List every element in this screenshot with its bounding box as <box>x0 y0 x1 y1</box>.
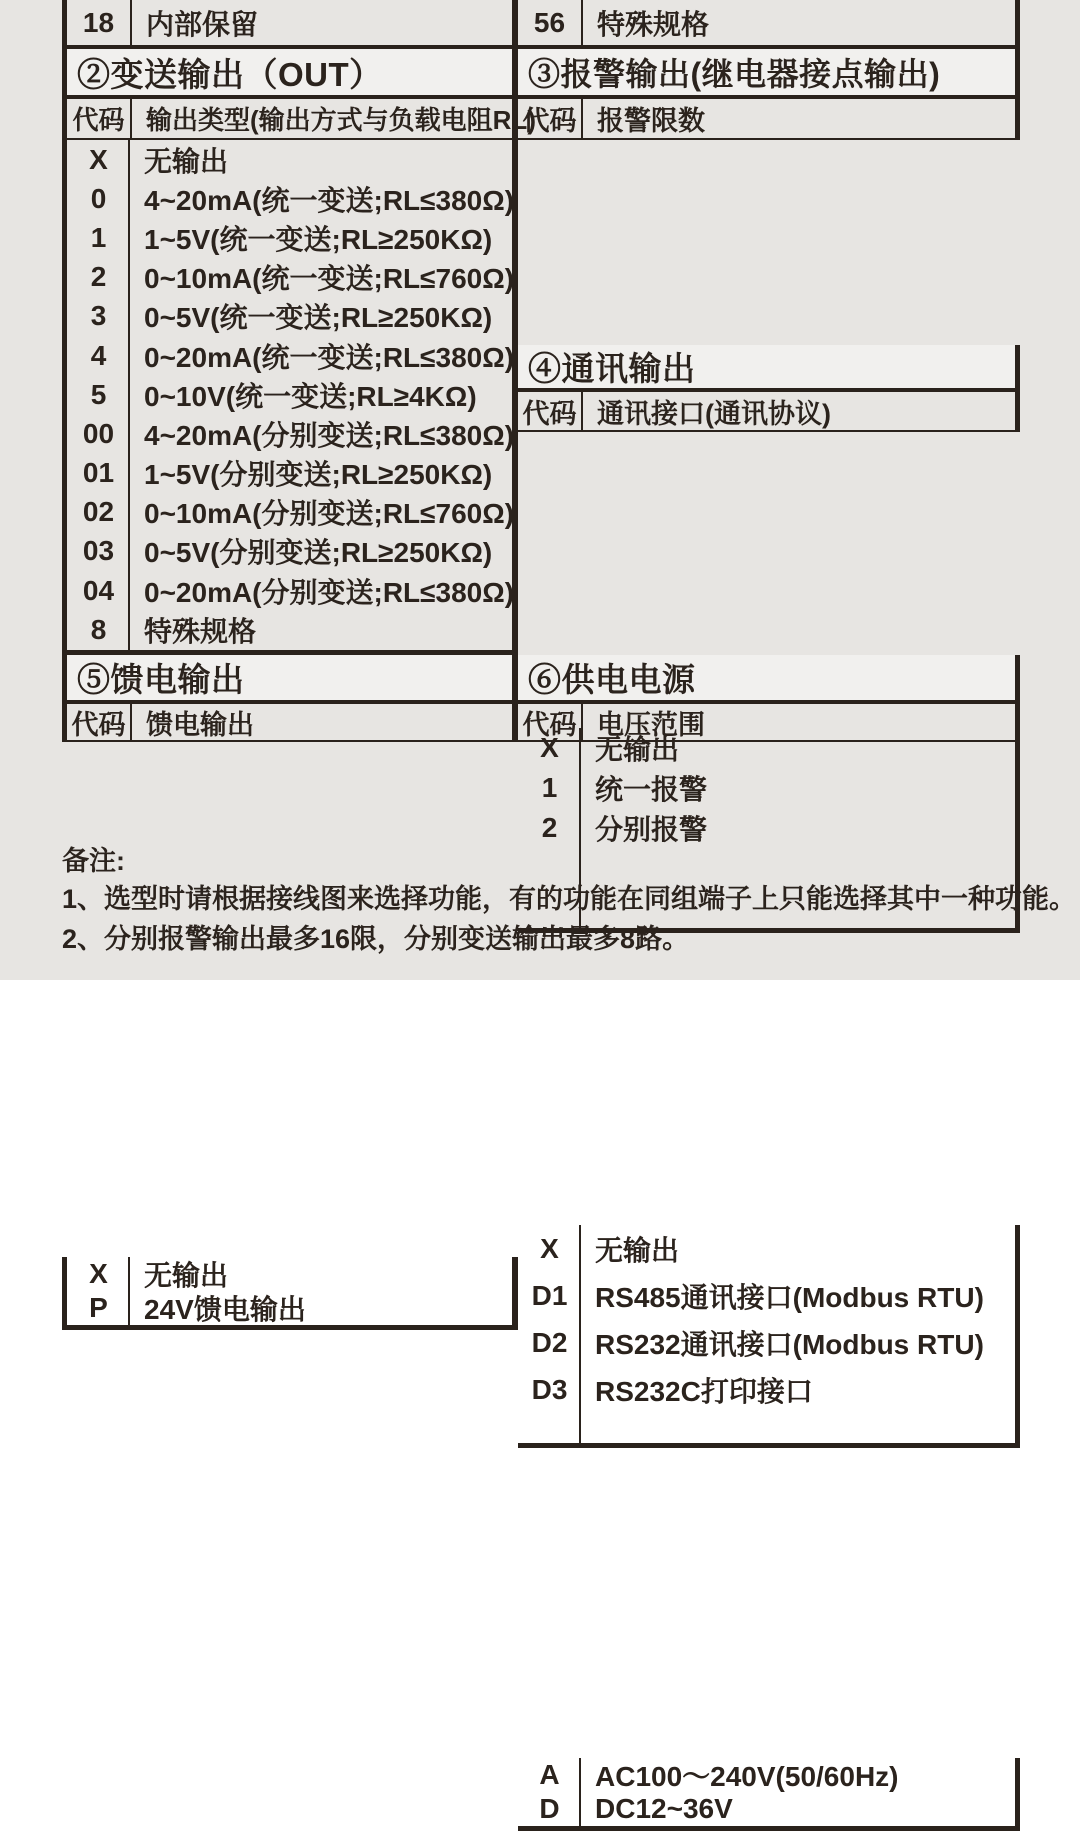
column-divider <box>128 140 130 650</box>
table-row <box>67 297 512 336</box>
row-label: 0~10V(统一变送;RL≥4KΩ) <box>144 380 477 412</box>
table-row <box>67 571 515 610</box>
row-code: D <box>539 1793 560 1824</box>
col-header-desc: 馈电输出 <box>146 709 254 740</box>
table-row <box>518 1225 1015 1272</box>
row-label: 0~10mA(统一变送;RL≤760Ω) <box>144 263 515 295</box>
table-row <box>67 610 512 649</box>
row-code: D3 <box>531 1373 568 1405</box>
table-body-comm <box>518 1225 1020 1448</box>
row-label: 无输出 <box>595 734 680 765</box>
row-code: 4 <box>90 339 107 371</box>
table-row <box>67 258 515 297</box>
row-code: 1 <box>541 772 558 803</box>
note-item: 2、分别报警输出最多16限，分别变送输出最多8路。 <box>62 923 690 954</box>
col-header-code: 代码 <box>67 99 132 138</box>
table-row <box>518 1366 1015 1413</box>
row-label: 0~5V(分别变送;RL≥250KΩ) <box>144 537 493 569</box>
section-band-alarm <box>518 45 1020 99</box>
col-header-desc: 电压范围 <box>597 709 705 740</box>
table-header-transmission <box>62 99 536 140</box>
row-label: 特殊规格 <box>597 8 710 40</box>
table-row <box>67 1291 512 1325</box>
notes-block <box>62 840 1077 956</box>
table-row-partial-right <box>518 0 1020 45</box>
section-title: ②变送输出（OUT） <box>77 55 383 93</box>
row-code: 5 <box>90 378 107 410</box>
note-item: 1、选型时请根据接线图来选择功能，有的功能在同组端子上只能选择其中一种功能。 <box>62 883 1077 914</box>
col-header-desc: 报警限数 <box>597 106 705 136</box>
column-divider <box>128 1257 130 1325</box>
col-header-code: 代码 <box>518 704 583 740</box>
table-row <box>518 1792 1015 1826</box>
col-header-code: 代码 <box>518 392 583 430</box>
row-code: 04 <box>82 574 115 606</box>
row-label: 统一报警 <box>595 774 708 805</box>
row-code: 01 <box>82 457 115 489</box>
section-band-power <box>518 655 1020 704</box>
table-body-transmission <box>62 140 518 655</box>
row-label: 无输出 <box>144 145 229 177</box>
col-header-desc: 通讯接口(通讯协议) <box>597 398 831 429</box>
row-label: 内部保留 <box>146 8 259 40</box>
table-row <box>67 532 512 571</box>
row-code: 03 <box>82 535 115 567</box>
column-divider <box>579 1758 581 1826</box>
row-label: RS485通讯接口(Modbus RTU) <box>595 1281 984 1313</box>
row-code: P <box>89 1292 108 1323</box>
row-code: 18 <box>67 0 132 45</box>
row-code: X <box>540 1232 559 1264</box>
row-code: X <box>540 732 559 763</box>
row-label: 特殊规格 <box>144 615 257 647</box>
table-row <box>67 179 515 218</box>
row-code: 56 <box>518 0 583 45</box>
row-label: 24V馈电输出 <box>144 1294 306 1325</box>
table-header-feed <box>62 704 518 742</box>
row-code: 1 <box>90 221 107 253</box>
row-label: 1~5V(统一变送;RL≥250KΩ) <box>144 223 493 255</box>
table-body-feed <box>62 1257 518 1330</box>
row-code: X <box>89 143 108 175</box>
row-label: 1~5V(分别变送;RL≥250KΩ) <box>144 459 493 491</box>
table-row <box>67 414 515 453</box>
table-row <box>518 1758 1015 1792</box>
row-label: 0~20mA(统一变送;RL≤380Ω) <box>144 341 515 373</box>
table-row <box>67 493 515 532</box>
row-label: 0~5V(统一变送;RL≥250KΩ) <box>144 302 493 334</box>
section-band-comm <box>518 345 1020 392</box>
col-header-code: 代码 <box>67 704 132 740</box>
table-row <box>67 218 512 257</box>
section-title: ⑤馈电输出 <box>77 661 245 698</box>
row-code: A <box>539 1759 560 1790</box>
row-code: 02 <box>82 496 115 528</box>
table-body-power <box>518 1758 1020 1831</box>
row-label: RS232通讯接口(Modbus RTU) <box>595 1328 984 1360</box>
section-title: ③报警输出(继电器接点输出) <box>528 56 941 92</box>
notes-heading: 备注: <box>62 845 125 876</box>
table-row <box>518 1272 1015 1319</box>
table-row-partial-left <box>62 0 518 45</box>
row-code: 2 <box>541 812 558 843</box>
section-title: ④通讯输出 <box>528 350 696 387</box>
table-row <box>67 375 512 414</box>
table-header-alarm <box>518 99 1020 140</box>
table-header-power <box>518 704 1020 742</box>
row-code: 00 <box>82 417 115 449</box>
table-row <box>518 1319 1015 1366</box>
column-divider <box>579 1225 581 1443</box>
table-row <box>67 336 515 375</box>
table-row <box>67 140 512 179</box>
row-label: 4~20mA(统一变送;RL≤380Ω) <box>144 184 515 216</box>
col-header-desc: 输出类型(输出方式与负载电阻RL) <box>146 105 536 135</box>
row-code: 0 <box>90 182 107 214</box>
row-code: 8 <box>90 613 107 645</box>
row-label: 无输出 <box>595 1234 680 1266</box>
col-header-code: 代码 <box>518 99 583 138</box>
table-row <box>67 1257 512 1291</box>
row-label: AC100～240V(50/60Hz) <box>595 1761 899 1792</box>
table-header-comm <box>518 392 1020 432</box>
row-label: 分别报警 <box>595 814 708 845</box>
row-label: RS232C打印接口 <box>595 1375 813 1407</box>
row-label: 无输出 <box>144 1260 229 1291</box>
table-row <box>67 454 512 493</box>
row-label: DC12~36V <box>595 1793 733 1824</box>
row-code: D2 <box>531 1326 568 1358</box>
row-code: D1 <box>531 1279 568 1311</box>
row-label: 0~20mA(分别变送;RL≤380Ω) <box>144 576 515 608</box>
table-row <box>518 768 1015 808</box>
section-title: ⑥供电电源 <box>528 661 696 698</box>
row-label: 4~20mA(分别变送;RL≤380Ω) <box>144 419 515 451</box>
row-code: 2 <box>90 261 107 293</box>
section-band-transmission <box>62 45 518 99</box>
section-band-feed <box>62 655 518 704</box>
row-code: X <box>89 1258 108 1289</box>
row-code: 3 <box>90 300 107 332</box>
row-label: 0~10mA(分别变送;RL≤760Ω) <box>144 498 515 530</box>
